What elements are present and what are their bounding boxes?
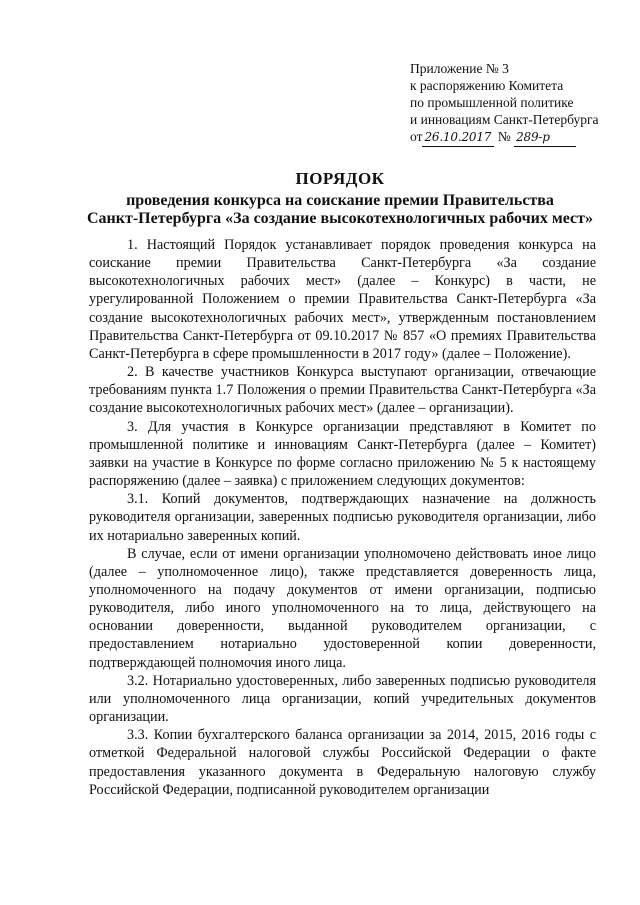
title-line-1: ПОРЯДОК bbox=[295, 169, 385, 188]
title-line-3: Санкт-Петербурга «За создание высокотехнологичных рабочих мест» bbox=[86, 210, 593, 227]
paragraph-3-1: 3.1. Копий документов, подтверждающих назначение на должность руководителя организации, заверенных подписью руководителя организации, либо их нотариально заверенных копий. bbox=[89, 491, 596, 544]
handwritten-date: 26.10.2017 bbox=[422, 129, 494, 147]
appendix-line-2: к распоряжению Комитета bbox=[410, 78, 564, 93]
paragraph-3-3: 3.3. Копии бухгалтерского баланса организации за 2014, 2015, 2016 годы с отметкой Федеральной налоговой службы Российской Федерации о факте предоставления указанного документа в Федеральную налоговую службу Российской Федерации, подписанной руководителем организации bbox=[89, 727, 596, 798]
handwritten-number: 289-р bbox=[514, 129, 576, 147]
paragraph-3: 3. Для участия в Конкурсе организации представляют в Комитет по промышленной политике и инновациям Санкт-Петербурга (далее – Комитет) заявки на участие в Конкурсе по форме согласно приложению № 5 к настоящему распоряжению (далее – заявка) с приложением следующих документов: bbox=[89, 418, 596, 490]
paragraph-1: 1. Настоящий Порядок устанавливает порядок проведения конкурса на соискание премии Правительства Санкт-Петербурга «За создание высокотехнологичных рабочих мест» (далее – Конкурс) в части, не урегулированной Положением о премии Правительства Санкт-Петербурга «За создание высокотехнологичных рабочих мест», утвержденным постановлением Правительства Санкт-Петербурга от 09.10.2017 № 857 «О премиях Правительства Санкт-Петербурга в сфере промышленности в 2017 году» (далее – Положение). bbox=[89, 237, 596, 362]
appendix-line-3: по промышленной политике bbox=[410, 95, 574, 110]
number-prefix: № bbox=[497, 129, 511, 144]
date-prefix: от bbox=[410, 129, 423, 144]
title-line-2: проведения конкурса на соискание премии Правительства bbox=[126, 192, 554, 209]
document-title bbox=[60, 170, 620, 228]
paragraph-2: 2. В качестве участников Конкурса выступают организации, отвечающие требованиям пункта 1.7 Положения о премии Правительства Санкт-Петербурга «За создание высокотехнологичных рабочих мест» (далее – организации). bbox=[89, 364, 596, 417]
appendix-header bbox=[410, 60, 610, 147]
appendix-date-number-line bbox=[410, 128, 610, 147]
appendix-line-4: и инновациям Санкт-Петербурга bbox=[410, 112, 599, 127]
document-body bbox=[89, 236, 596, 799]
paragraph-3-2: 3.2. Нотариально удостоверенных, либо заверенных подписью руководителя или уполномоченного лица организации, копий учредительных документов организации. bbox=[89, 672, 596, 726]
paragraph-3-1-note: В случае, если от имени организации уполномочено действовать иное лицо (далее – уполномоченное лицо), также представляется доверенность лица, уполномоченного на подачу документов от имени организации, подписью руководителя, либо иного уполномоченного на то лица, действующего на основании доверенности, выданной руководителем организации, с предоставлением нотариально удостоверенной копии доверенности, подтверждающей полномочия иного лица. bbox=[89, 545, 596, 671]
appendix-line-1: Приложение № 3 bbox=[410, 61, 509, 76]
